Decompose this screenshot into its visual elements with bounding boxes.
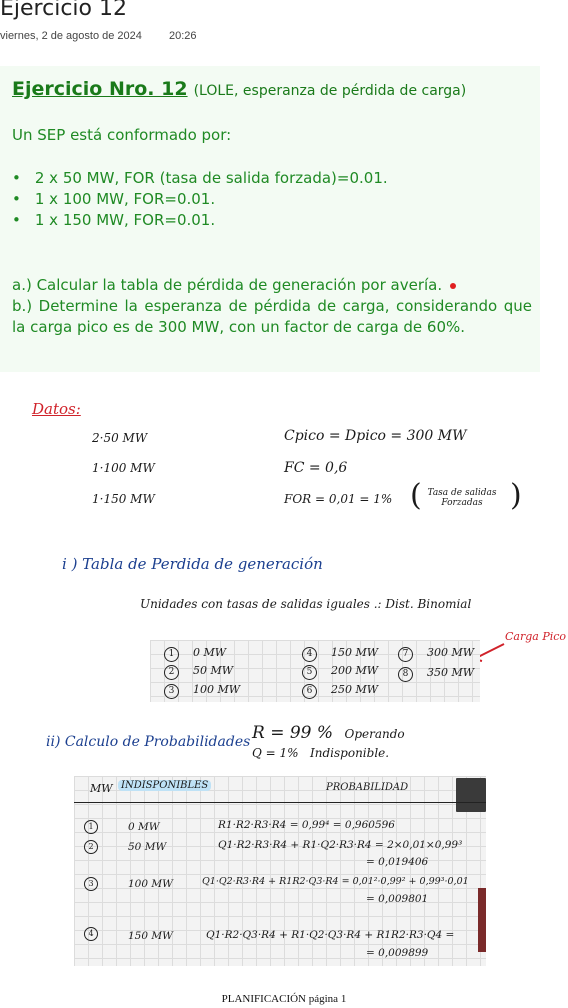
unit-mw: 150 MW bbox=[331, 646, 379, 659]
row-mw: 150 MW bbox=[128, 930, 173, 942]
table-head-probabilidad: PROBABILIDAD bbox=[326, 782, 409, 793]
page-footer: PLANIFICACIÓN página 1 bbox=[221, 993, 347, 1005]
r-value: R = 99 % bbox=[252, 723, 334, 743]
question-a-text: a.) Calcular la tabla de pérdida de generación por avería. bbox=[12, 276, 443, 294]
paren-open: ( bbox=[410, 478, 422, 513]
page-date: viernes, 2 de agosto de 2024 bbox=[0, 30, 142, 42]
section1-subtitle: Unidades con tasas de salidas iguales .: Dist. Binomial bbox=[140, 597, 472, 611]
q-value: Q = 1% bbox=[252, 746, 299, 760]
list-item: • 1 x 100 MW, FOR=0.01. bbox=[12, 189, 388, 210]
exercise-heading-main: Ejercicio Nro. 12 bbox=[12, 78, 188, 100]
unit-number: 1 bbox=[164, 647, 179, 662]
unit-mw: 200 MW bbox=[331, 664, 379, 677]
unit-item bbox=[302, 683, 378, 699]
row-expression: Q1·Q2·R3·R4 + R1R2·Q3·R4 = 0,01²·0,99² + 0,99³·0,01 bbox=[202, 876, 469, 887]
page-title: Ejercicio 12 bbox=[0, 0, 127, 21]
unit-number: 3 bbox=[164, 684, 179, 699]
carga-pico-label: Carga Pico bbox=[505, 630, 567, 643]
exercise-intro: Un SEP está conformado por: bbox=[12, 126, 232, 144]
datos-cpico: Cpico = Dpico = 300 MW bbox=[284, 428, 467, 444]
row-result: = 0,009899 bbox=[366, 947, 429, 959]
unit-mw: 50 MW bbox=[193, 664, 234, 677]
exercise-item-list bbox=[12, 168, 388, 231]
list-item: • 1 x 150 MW, FOR=0.01. bbox=[12, 210, 388, 231]
row-number: 4 bbox=[84, 927, 98, 941]
row-number: 1 bbox=[84, 820, 98, 834]
unit-item bbox=[398, 646, 474, 662]
datos-label: Datos: bbox=[32, 400, 81, 418]
row-expression: Q1·R2·R3·R4 + R1·Q2·R3·R4 = 2×0,01×0,99³ bbox=[218, 839, 463, 851]
r-q-definitions bbox=[252, 724, 405, 763]
unit-number: 6 bbox=[302, 684, 317, 699]
q-note: Indisponible. bbox=[310, 746, 390, 760]
question-a bbox=[12, 275, 532, 296]
r-note: Operando bbox=[344, 727, 405, 741]
exercise-heading bbox=[12, 78, 466, 100]
row-mw: 50 MW bbox=[128, 841, 167, 853]
row-expression: Q1·R2·Q3·R4 + R1·Q2·Q3·R4 + R1R2·R3·Q4 = bbox=[206, 929, 455, 941]
unit-number: 2 bbox=[164, 665, 179, 680]
unit-number: 8 bbox=[398, 667, 413, 682]
datos-item: 1·150 MW bbox=[92, 492, 155, 506]
row-mw: 100 MW bbox=[128, 878, 173, 890]
table-row bbox=[84, 927, 98, 941]
table-head-indisponibles: INDISPONIBLES bbox=[118, 780, 211, 791]
datos-fc: FC = 0,6 bbox=[284, 460, 348, 476]
r-definition bbox=[252, 724, 405, 744]
unit-mw: 100 MW bbox=[193, 683, 241, 696]
unit-mw: 300 MW bbox=[427, 646, 475, 659]
paren-close: ) bbox=[510, 478, 522, 513]
table-divider bbox=[74, 802, 486, 803]
unit-mw: 350 MW bbox=[427, 666, 475, 679]
exercise-heading-sub: (LOLE, esperanza de pérdida de carga) bbox=[193, 83, 467, 99]
table-row bbox=[84, 840, 98, 854]
video-thumbnail bbox=[478, 888, 486, 952]
unit-item bbox=[164, 646, 226, 662]
page-time: 20:26 bbox=[168, 30, 197, 42]
unit-item bbox=[302, 664, 378, 680]
datos-item: 2·50 MW bbox=[92, 431, 148, 445]
unit-mw: 250 MW bbox=[331, 683, 379, 696]
red-dot-marker bbox=[450, 283, 456, 289]
row-number: 3 bbox=[84, 877, 98, 891]
row-result: = 0,009801 bbox=[366, 893, 429, 905]
unit-number: 7 bbox=[398, 647, 413, 662]
list-item: • 2 x 50 MW, FOR (tasa de salida forzada)=0.01. bbox=[12, 168, 388, 189]
section1-title: i ) Tabla de Perdida de generación bbox=[62, 555, 323, 573]
question-b: b.) Determine la esperanza de pérdida de carga, considerando que la carga pico es de 300 MW, con un factor de carga de 60%. bbox=[12, 297, 532, 336]
unit-item bbox=[398, 666, 474, 682]
for-note: Tasa de salidas Forzadas bbox=[427, 488, 497, 508]
table-row bbox=[84, 820, 98, 834]
unit-mw: 0 MW bbox=[193, 646, 227, 659]
page-datetime bbox=[0, 30, 220, 42]
unit-item bbox=[302, 646, 378, 662]
unit-item bbox=[164, 664, 233, 680]
row-mw: 0 MW bbox=[128, 821, 160, 833]
video-thumbnail bbox=[456, 778, 486, 812]
unit-number: 4 bbox=[302, 647, 317, 662]
datos-for: FOR = 0,01 = 1% bbox=[284, 492, 393, 506]
units-grid bbox=[150, 640, 480, 702]
row-expression: R1·R2·R3·R4 = 0,99⁴ = 0,960596 bbox=[218, 819, 395, 831]
table-head-mw: MW bbox=[90, 782, 113, 795]
q-definition bbox=[252, 744, 405, 763]
section2-title: ii) Calculo de Probabilidades bbox=[46, 734, 251, 750]
row-number: 2 bbox=[84, 840, 98, 854]
unit-number: 5 bbox=[302, 665, 317, 680]
datos-item: 1·100 MW bbox=[92, 461, 155, 475]
table-row bbox=[84, 877, 98, 891]
row-result: = 0,019406 bbox=[366, 856, 429, 868]
unit-item bbox=[164, 683, 240, 699]
